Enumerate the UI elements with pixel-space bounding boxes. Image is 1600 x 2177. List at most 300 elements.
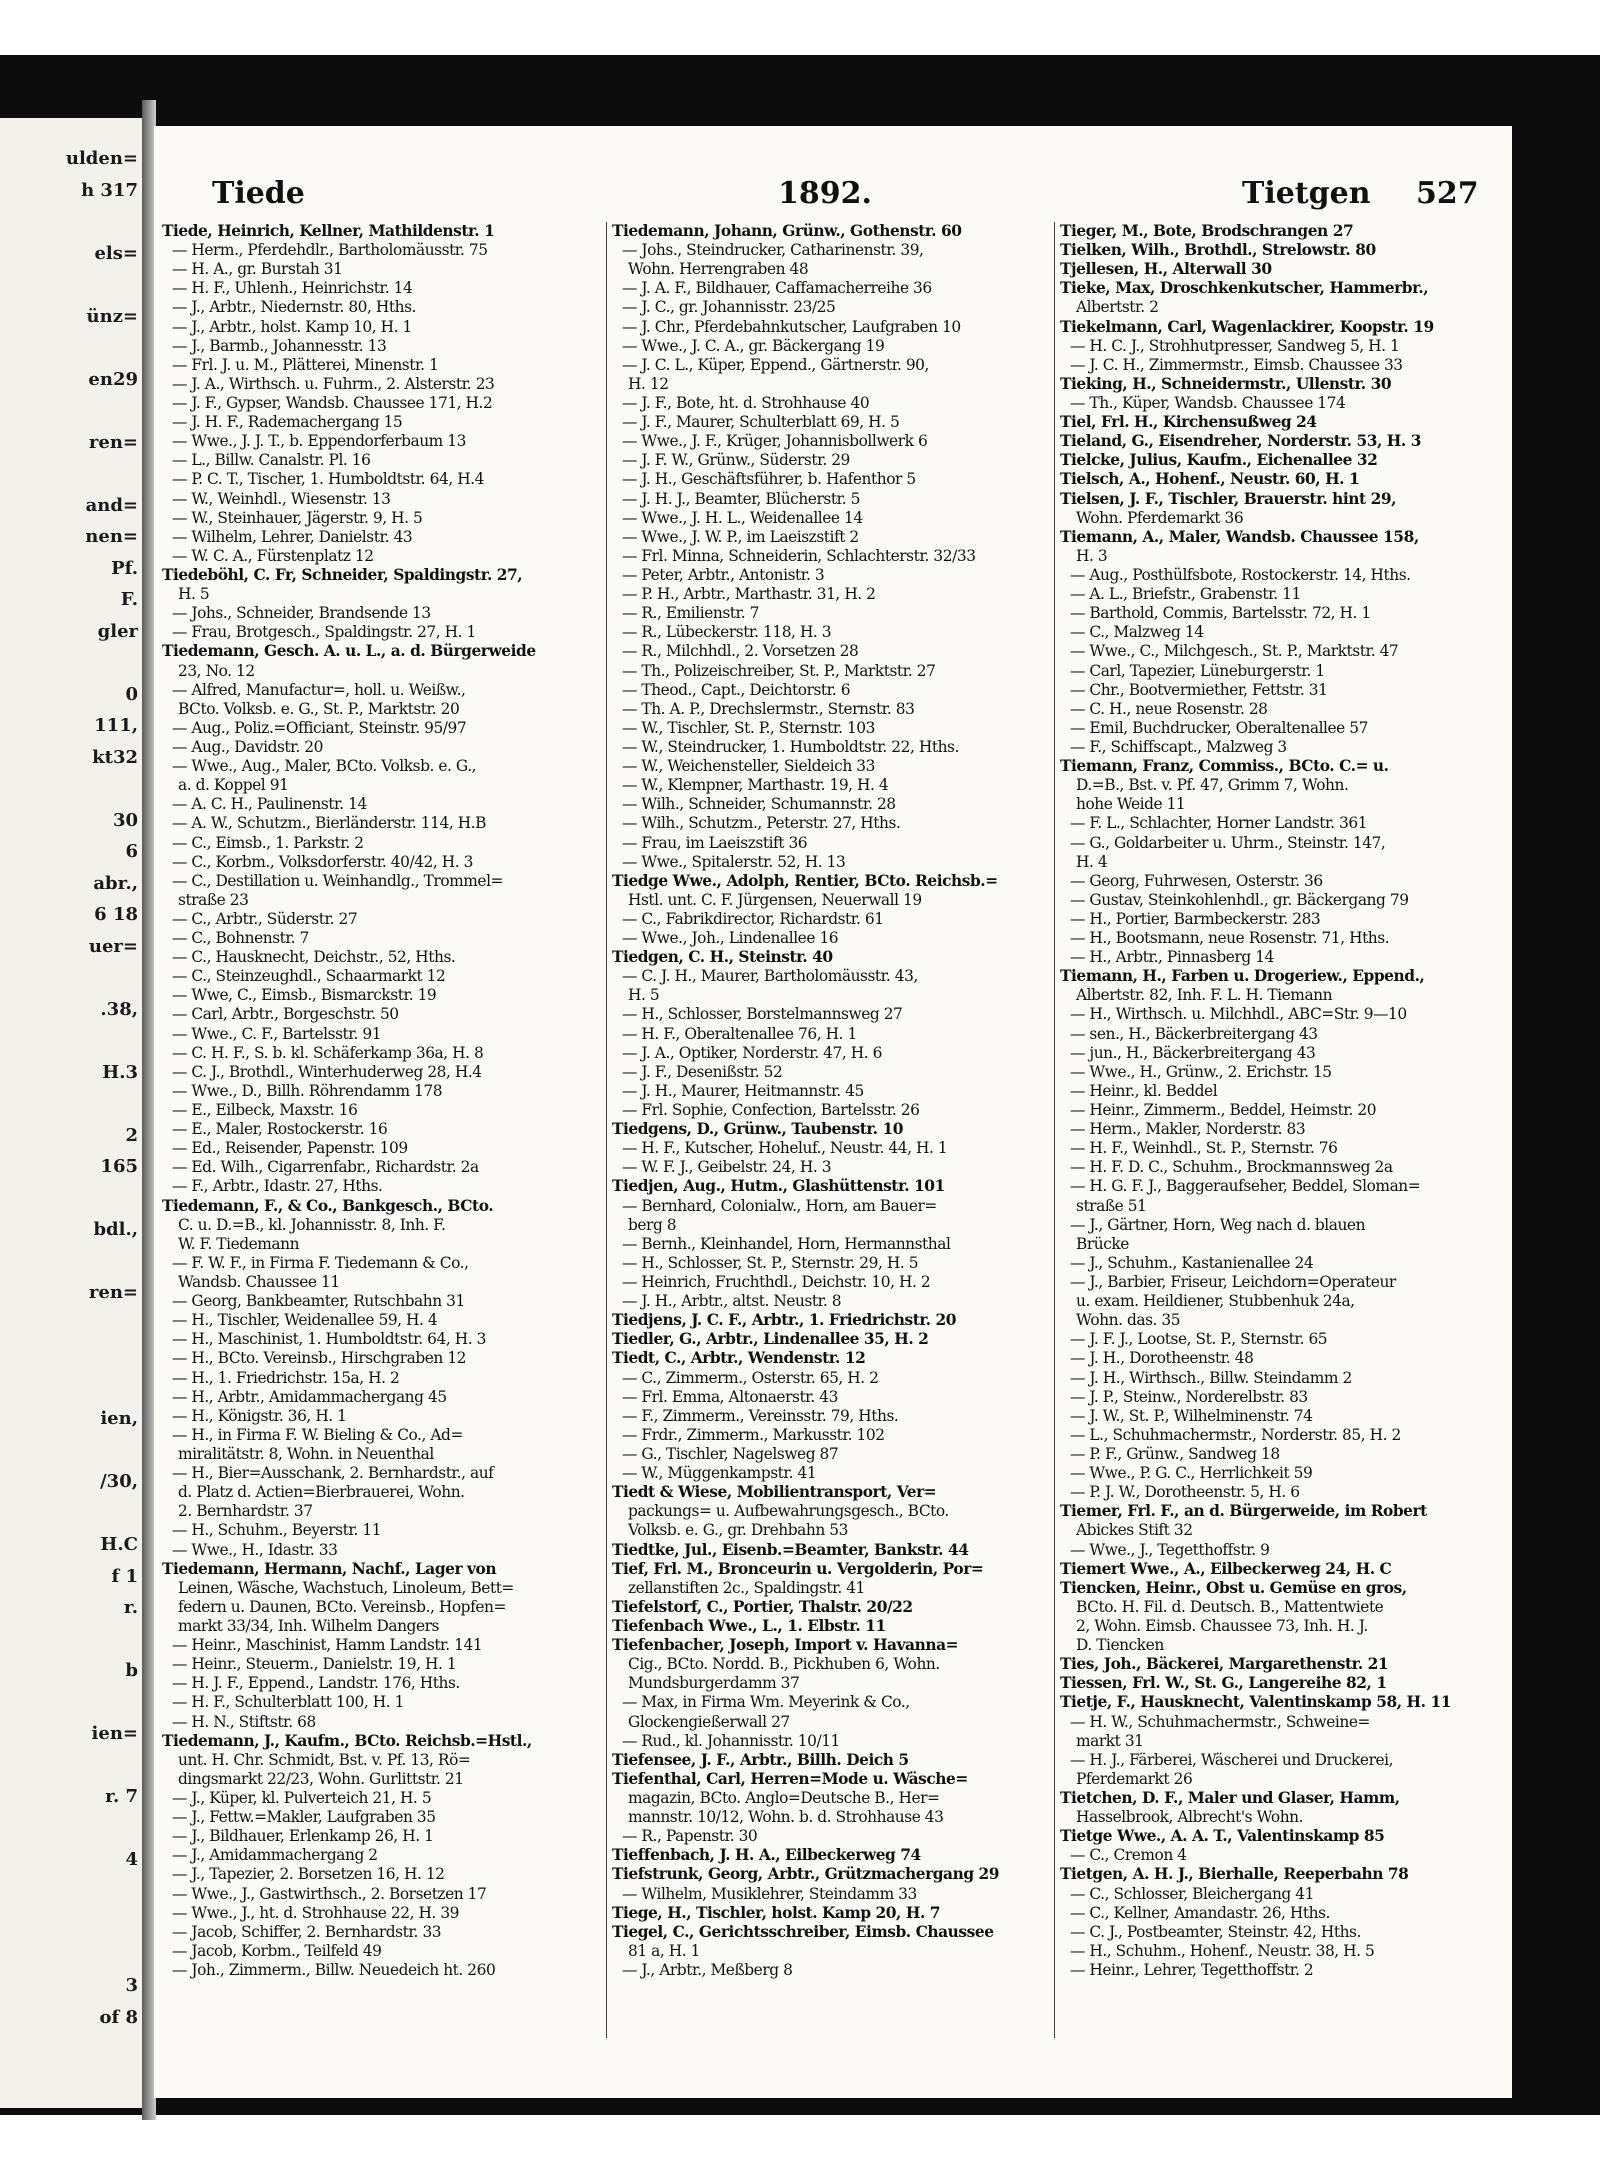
entry-continuation: Hasselbrook, Albrecht's Wohn.: [1076, 1808, 1304, 1827]
entry-sub: — Frau, im Laeiszstift 36: [622, 833, 808, 852]
edge-fragment: bdl.,: [93, 1219, 138, 1240]
entry-sub: — J. F., Desenißstr. 52: [622, 1062, 783, 1081]
entry-sub: — F. W. F., in Firma F. Tiedemann & Co.,: [172, 1253, 469, 1272]
entry-sub: — Wwe, C., Eimsb., Bismarckstr. 19: [172, 986, 437, 1005]
entry-sub: — Wwe., Joh., Lindenallee 16: [622, 929, 839, 948]
edge-fragment: h 317: [81, 179, 138, 201]
entry-heading: Tiedjen, Aug., Hutm., Glashüttenstr. 101: [612, 1177, 945, 1196]
entry-heading: Tiemann, A., Maler, Wandsb. Chaussee 158,: [1060, 527, 1419, 546]
entry-continuation: markt 33/34, Inh. Wilhelm Dangers: [178, 1616, 439, 1635]
entry-sub: — Joh., Zimmerm., Billw. Neuedeich ht. 260: [172, 1960, 496, 1979]
entry-sub: — W., Weinhdl., Wiesenstr. 13: [172, 489, 391, 508]
edge-fragment: ulden=: [65, 148, 138, 169]
entry-heading: Tietge Wwe., A. A. T., Valentinskamp 85: [1060, 1827, 1385, 1846]
edge-fragment: ien=: [91, 1723, 138, 1744]
entry-heading: Ties, Joh., Bäckerei, Margarethenstr. 21: [1060, 1655, 1389, 1674]
entry-sub: — H., Schlosser, St. P., Sternstr. 29, H. 5: [622, 1253, 919, 1272]
edge-fragment: 111,: [94, 715, 138, 736]
entry-sub: — C., Malzweg 14: [1070, 623, 1204, 642]
entry-heading: Tiedemann, Johann, Grünw., Gothenstr. 60: [612, 222, 962, 240]
entry-continuation: Cig., BCto. Nordd. B., Pickhuben 6, Wohn.: [628, 1655, 940, 1674]
entry-continuation: straße 23: [178, 890, 249, 909]
entry-sub: — Heinrich, Fruchthdl., Deichstr. 10, H. 2: [622, 1273, 931, 1292]
entry-heading: Tiedemann, Gesch. A. u. L., a. d. Bürgerweide: [162, 642, 536, 661]
entry-sub: — H., Königstr. 36, H. 1: [172, 1406, 347, 1425]
edge-fragment: nen=: [85, 526, 138, 547]
edge-fragment: abr.,: [93, 872, 138, 894]
entry-continuation: straße 51: [1076, 1196, 1147, 1215]
entry-sub: — C., Cremon 4: [1070, 1846, 1187, 1865]
entry-sub: — H., Bootsmann, neue Rosenstr. 71, Hths.: [1070, 929, 1390, 948]
column-divider: [1054, 222, 1055, 2038]
entry-heading: Tiel, Frl. H., Kirchensußweg 24: [1060, 413, 1317, 432]
entry-continuation: BCto. Volksb. e. G., St. P., Marktstr. 20: [178, 699, 460, 718]
entry-sub: — H., Bier=Ausschank, 2. Bernhardstr., auf: [172, 1464, 494, 1483]
entry-sub: — A. C. H., Paulinenstr. 14: [172, 795, 367, 814]
entry-continuation: D.=B., Bst. v. Pf. 47, Grimm 7, Wohn.: [1076, 776, 1349, 795]
entry-sub: — H., Tischler, Weidenallee 59, H. 4: [172, 1311, 438, 1330]
entry-sub: — H. J., Färberei, Wäscherei und Druckerei,: [1070, 1750, 1394, 1769]
edge-fragment: 6 18: [94, 904, 138, 925]
entry-continuation: Brücke: [1076, 1234, 1129, 1253]
entry-heading: Tiekelmann, Carl, Wagenlackirer, Koopstr. 19: [1060, 317, 1434, 336]
entry-continuation: H. 4: [1076, 852, 1108, 871]
entry-sub: — J., Arbtr., holst. Kamp 10, H. 1: [172, 317, 412, 336]
entry-sub: — Aug., Posthülfsbote, Rostockerstr. 14, Hths.: [1070, 565, 1411, 584]
entry-sub: — H., Arbtr., Amidammachergang 45: [172, 1387, 447, 1406]
entry-sub: — J. F., Maurer, Schulterblatt 69, H. 5: [622, 413, 900, 432]
entry-sub: — J. H. F., Rademachergang 15: [172, 413, 403, 432]
entry-sub: — Carl, Arbtr., Borgeschstr. 50: [172, 1005, 399, 1024]
entry-sub: — Herm., Makler, Norderstr. 83: [1070, 1120, 1306, 1139]
entry-sub: — J. H., Maurer, Heitmannstr. 45: [622, 1081, 864, 1100]
entry-sub: — J., Arbtr., Meßberg 8: [622, 1960, 793, 1979]
entry-sub: — Jacob, Korbm., Teilfeld 49: [172, 1941, 382, 1960]
column-divider: [606, 222, 607, 2038]
entry-sub: — Wwe., Spitalerstr. 52, H. 13: [622, 852, 846, 871]
entry-sub: — J. A., Wirthsch. u. Fuhrm., 2. Alsterstr. 23: [172, 374, 495, 393]
entry-sub: — J. F. J., Lootse, St. P., Sternstr. 65: [1070, 1330, 1328, 1349]
entry-continuation: Wohn. Pferdemarkt 36: [1076, 508, 1244, 527]
entry-heading: Tiencken, Heinr., Obst u. Gemüse en gros,: [1060, 1578, 1407, 1597]
entry-sub: — A. W., Schutzm., Bierländerstr. 114, H.B: [172, 814, 486, 833]
entry-sub: — C. J., Brothdl., Winterhuderweg 28, H.4: [172, 1062, 482, 1081]
entry-continuation: markt 31: [1076, 1731, 1144, 1750]
entry-sub: — Frdr., Zimmerm., Markusstr. 102: [622, 1425, 885, 1444]
entry-sub: — Th., Küper, Wandsb. Chaussee 174: [1070, 393, 1346, 412]
entry-sub: — Frl. Emma, Altonaerstr. 43: [622, 1387, 838, 1406]
entry-sub: — Frl. Minna, Schneiderin, Schlachterstr. 32/33: [622, 546, 976, 565]
entry-heading: Tieke, Max, Droschkenkutscher, Hammerbr.,: [1060, 279, 1429, 298]
entry-sub: — C., Fabrikdirector, Richardstr. 61: [622, 909, 884, 928]
entry-heading: Tielcke, Julius, Kaufm., Eichenallee 32: [1060, 451, 1378, 470]
entry-heading: Tieland, G., Eisendreher, Norderstr. 53, H. 3: [1060, 432, 1421, 451]
entry-sub: — Wwe., H., Idastr. 33: [172, 1540, 338, 1559]
entry-sub: — Wwe., J. F., Krüger, Johannisbollwerk 6: [622, 432, 928, 451]
entry-sub: — Chr., Bootvermiether, Fettstr. 31: [1070, 680, 1328, 699]
entry-heading: Tiedt & Wiese, Mobilientransport, Ver=: [612, 1483, 937, 1502]
entry-sub: — H., Schlosser, Borstelmannsweg 27: [622, 1005, 903, 1024]
entry-sub: — Rud., kl. Johannisstr. 10/11: [622, 1731, 840, 1750]
entry-heading: Tietje, F., Hausknecht, Valentinskamp 58, H. 11: [1060, 1693, 1451, 1712]
entry-sub: — Wwe., J. C. A., gr. Bäckergang 19: [622, 336, 885, 355]
entry-sub: — J., Arbtr., Niedernstr. 80, Hths.: [172, 298, 416, 317]
entry-sub: — H. G. F. J., Baggeraufseher, Beddel, Sloman=: [1070, 1177, 1421, 1196]
entry-sub: — C. J., Postbeamter, Steinstr. 42, Hths.: [1070, 1922, 1361, 1941]
entry-continuation: d. Platz d. Actien=Bierbrauerei, Wohn.: [178, 1483, 465, 1502]
entry-sub: — J., Schuhm., Kastanienallee 24: [1070, 1253, 1314, 1272]
entry-sub: — Wwe., C. F., Bartelsstr. 91: [172, 1024, 382, 1043]
entry-continuation: 23, No. 12: [178, 661, 255, 680]
entry-sub: — J., Tapezier, 2. Borsetzen 16, H. 12: [172, 1865, 445, 1884]
column-middle: [612, 222, 1050, 2042]
page-header: [154, 176, 1512, 216]
entry-sub: — H. F. D. C., Schuhm., Brockmannsweg 2a: [1070, 1158, 1393, 1177]
entry-sub: — C., Eimsb., 1. Parkstr. 2: [172, 833, 364, 852]
entry-continuation: hohe Weide 11: [1076, 795, 1186, 814]
header-year: 1892.: [778, 176, 872, 211]
entry-continuation: Pferdemarkt 26: [1076, 1769, 1193, 1788]
entry-sub: — Wilh., Schutzm., Peterstr. 27, Hths.: [622, 814, 901, 833]
entry-continuation: BCto. H. Fil. d. Deutsch. B., Mattentwiete: [1076, 1597, 1384, 1616]
entry-sub: — J. P., Steinw., Norderelbstr. 83: [1070, 1387, 1308, 1406]
entry-sub: — Alfred, Manufactur=, holl. u. Weißw.,: [172, 680, 466, 699]
entry-continuation: C. u. D.=B., kl. Johannisstr. 8, Inh. F.: [178, 1215, 446, 1234]
entry-heading: Tiedge Wwe., Adolph, Rentier, BCto. Reichsb.=: [612, 871, 998, 890]
entry-sub: — J. H., Arbtr., altst. Neustr. 8: [622, 1292, 842, 1311]
entry-heading: Tjellesen, H., Alterwall 30: [1060, 260, 1272, 279]
entry-sub: — Georg, Fuhrwesen, Osterstr. 36: [1070, 871, 1323, 890]
entry-sub: — Wwe., J., Gastwirthsch., 2. Borsetzen 17: [172, 1884, 487, 1903]
entry-heading: Tiefenbacher, Joseph, Import v. Havanna=: [612, 1636, 959, 1655]
entry-sub: — J. H. J., Beamter, Blücherstr. 5: [622, 489, 860, 508]
entry-sub: — H. F., Weinhdl., St. P., Sternstr. 76: [1070, 1139, 1338, 1158]
entry-sub: — Wwe., C., Milchgesch., St. P., Marktstr. 47: [1070, 642, 1399, 661]
entry-sub: — C., Korbm., Volksdorferstr. 40/42, H. 3: [172, 852, 473, 871]
entry-heading: Tiedt, C., Arbtr., Wendenstr. 12: [612, 1349, 866, 1368]
entry-sub: — J. F., Bote, ht. d. Strohhause 40: [622, 393, 870, 412]
entry-sub: — J., Gärtner, Horn, Weg nach d. blauen: [1070, 1215, 1366, 1234]
edge-fragment: /30,: [100, 1471, 138, 1492]
entry-sub: — Peter, Arbtr., Antonistr. 3: [622, 565, 825, 584]
edge-fragment: ien,: [100, 1408, 138, 1429]
entry-sub: — P. J. W., Dorotheenstr. 5, H. 6: [1070, 1483, 1300, 1502]
entry-continuation: Leinen, Wäsche, Wachstuch, Linoleum, Bett=: [178, 1578, 514, 1597]
entry-sub: — Emil, Buchdrucker, Oberaltenallee 57: [1070, 718, 1368, 737]
entry-sub: — C., Kellner, Amandastr. 26, Hths.: [1070, 1903, 1330, 1922]
edge-fragment: 0: [125, 683, 138, 705]
edge-fragment: els=: [94, 242, 138, 264]
entry-sub: — Bernh., Kleinhandel, Horn, Hermannsthal: [622, 1234, 951, 1253]
entry-sub: — E., Eilbeck, Maxstr. 16: [172, 1101, 358, 1120]
entry-sub: — P. F., Grünw., Sandweg 18: [1070, 1445, 1280, 1463]
entry-continuation: magazin, BCto. Anglo=Deutsche B., Her=: [628, 1788, 940, 1807]
entry-sub: — Ed. Wilh., Cigarrenfabr., Richardstr. 2a: [172, 1158, 479, 1177]
column-right: [1060, 222, 1498, 2042]
entry-sub: — C., Zimmerm., Osterstr. 65, H. 2: [622, 1368, 879, 1387]
entry-sub: — H. F., Oberaltenallee 76, H. 1: [622, 1024, 857, 1043]
entry-heading: Tief, Frl. M., Bronceurin u. Vergolderin, Por=: [612, 1559, 984, 1578]
entry-sub: — Wwe., J. W. P., im Laeiszstift 2: [622, 527, 859, 546]
entry-continuation: a. d. Koppel 91: [178, 776, 289, 795]
entry-heading: Tiede, Heinrich, Kellner, Mathildenstr. 1: [162, 222, 495, 240]
entry-sub: — J., Amidammachergang 2: [172, 1846, 378, 1865]
entry-sub: — Wwe., P. G. C., Herrlichkeit 59: [1070, 1464, 1313, 1483]
entry-heading: Tiefensee, J. F., Arbtr., Billh. Deich 5: [612, 1750, 909, 1769]
entry-sub: — Johs., Schneider, Brandsende 13: [172, 604, 431, 623]
entry-sub: — H., Portier, Barmbeckerstr. 283: [1070, 909, 1321, 928]
entry-continuation: 2, Wohn. Eimsb. Chaussee 73, Inh. H. J.: [1076, 1616, 1368, 1635]
entry-sub: — H. F., Schulterblatt 100, H. 1: [172, 1693, 404, 1712]
entry-heading: Tiedgens, D., Grünw., Taubenstr. 10: [612, 1120, 903, 1139]
entry-sub: — R., Emilienstr. 7: [622, 604, 759, 623]
entry-continuation: H. 3: [1076, 546, 1108, 565]
entry-sub: — H. F., Kutscher, Hoheluf., Neustr. 44, H. 1: [622, 1139, 948, 1158]
entry-sub: — H., Schuhm., Beyerstr. 11: [172, 1521, 382, 1540]
edge-fragment: f 1: [111, 1565, 138, 1587]
entry-sub: — W. F. J., Geibelstr. 24, H. 3: [622, 1158, 832, 1177]
entry-sub: — H., Maschinist, 1. Humboldtstr. 64, H. 3: [172, 1330, 486, 1349]
entry-continuation: zellanstiften 2c., Spaldingstr. 41: [628, 1578, 865, 1597]
entry-heading: Tiemann, H., Farben u. Drogeriew., Eppend.,: [1060, 967, 1425, 986]
entry-sub: — Heinr., Steuerm., Danielstr. 19, H. 1: [172, 1655, 457, 1674]
entry-sub: — Georg, Bankbeamter, Rutschbahn 31: [172, 1292, 465, 1311]
entry-sub: — R., Milchhdl., 2. Vorsetzen 28: [622, 642, 859, 661]
header-left-word: Tiede: [212, 176, 305, 211]
previous-page-edge: [0, 118, 142, 2108]
entry-sub: — Wwe., J. H. L., Weidenallee 14: [622, 508, 863, 527]
entry-sub: — Ed., Reisender, Papenstr. 109: [172, 1139, 408, 1158]
entry-sub: — Bernhard, Colonialw., Horn, am Bauer=: [622, 1196, 937, 1215]
edge-fragment: and=: [85, 494, 138, 516]
entry-sub: — Gustav, Steinkohlenhdl., gr. Bäckergang 79: [1070, 890, 1409, 909]
entry-sub: — W., Klempner, Marthastr. 19, H. 4: [622, 776, 889, 795]
entry-heading: Tiedgen, C. H., Steinstr. 40: [612, 948, 833, 967]
entry-sub: — Wwe., J. J. T., b. Eppendorferbaum 13: [172, 432, 466, 451]
entry-continuation: miralitätstr. 8, Wohn. in Neuenthal: [178, 1445, 434, 1463]
page-number: 527: [1416, 176, 1479, 211]
edge-fragment: 4: [125, 1849, 138, 1870]
edge-fragment: .38,: [100, 998, 138, 1020]
entry-sub: — H., in Firma F. W. Bieling & Co., Ad=: [172, 1425, 463, 1444]
entry-continuation: Abickes Stift 32: [1076, 1521, 1193, 1540]
edge-fragment: r.: [123, 1597, 138, 1618]
entry-sub: — Frl. J. u. M., Plätterei, Minenstr. 1: [172, 355, 439, 374]
entry-sub: — W., Weichensteller, Sieldeich 33: [622, 757, 875, 776]
entry-sub: — L., Schuhmachermstr., Norderstr. 85, H. 2: [1070, 1425, 1401, 1444]
entry-sub: — Wwe., Aug., Maler, BCto. Volksb. e. G.,: [172, 757, 477, 776]
entry-sub: — C., Arbtr., Süderstr. 27: [172, 909, 358, 928]
entry-sub: — Max, in Firma Wm. Meyerink & Co.,: [622, 1693, 910, 1712]
entry-sub: — J., Barmb., Johannesstr. 13: [172, 336, 387, 355]
edge-fragment: 6: [125, 841, 138, 862]
entry-sub: — H. J. F., Eppend., Landstr. 176, Hths.: [172, 1674, 460, 1693]
entry-continuation: dingsmarkt 22/23, Wohn. Gurlittstr. 21: [178, 1769, 464, 1788]
entry-sub: — J. C., gr. Johannisstr. 23/25: [622, 298, 836, 317]
edge-fragment: H.3: [102, 1061, 138, 1083]
entry-continuation: federn u. Daunen, BCto. Vereinsb., Hopfen=: [178, 1597, 506, 1616]
entry-continuation: Wohn. das. 35: [1076, 1311, 1181, 1330]
edge-fragment: r. 7: [105, 1786, 138, 1807]
edge-fragment: kt32: [92, 746, 138, 768]
edge-fragment: ünz=: [86, 305, 138, 327]
entry-sub: — H., 1. Friedrichstr. 15a, H. 2: [172, 1368, 400, 1387]
entry-sub: — G., Tischler, Nagelsweg 87: [622, 1445, 839, 1463]
entry-sub: — H. C. J., Strohhutpresser, Sandweg 5, H. 1: [1070, 336, 1400, 355]
entry-sub: — J. A. F., Bildhauer, Caffamacherreihe 36: [622, 279, 932, 298]
entry-sub: — W., Müggenkampstr. 41: [622, 1464, 817, 1483]
entry-sub: — Aug., Davidstr. 20: [172, 737, 323, 756]
entry-heading: Tiege, H., Tischler, holst. Kamp 20, H. 7: [612, 1903, 941, 1922]
entry-heading: Tiedemann, F., & Co., Bankgesch., BCto.: [162, 1196, 494, 1215]
entry-sub: — W., Steinhauer, Jägerstr. 9, H. 5: [172, 508, 423, 527]
entry-sub: — C., Schlosser, Bleichergang 41: [1070, 1884, 1314, 1903]
entry-sub: — Wilhelm, Musiklehrer, Steindamm 33: [622, 1884, 917, 1903]
entry-continuation: Wandsb. Chaussee 11: [178, 1273, 340, 1292]
entry-sub: — W., Steindrucker, 1. Humboldtstr. 22, Hths.: [622, 737, 959, 756]
entry-continuation: Mundsburgerdamm 37: [628, 1674, 800, 1693]
entry-continuation: 2. Bernhardstr. 37: [178, 1502, 313, 1521]
entry-sub: — P. H., Arbtr., Marthastr. 31, H. 2: [622, 585, 876, 604]
entry-sub: — W. C. A., Fürstenplatz 12: [172, 546, 374, 565]
entry-continuation: Glockengießerwall 27: [628, 1712, 790, 1731]
entry-sub: — J. W., St. P., Wilhelminenstr. 74: [1070, 1406, 1313, 1425]
entry-sub: — F., Arbtr., Idastr. 27, Hths.: [172, 1177, 383, 1196]
entry-heading: Tiedeböhl, C. Fr, Schneider, Spaldingstr. 27,: [162, 565, 523, 584]
entry-sub: — F. L., Schlachter, Horner Landstr. 361: [1070, 814, 1368, 833]
entry-heading: Tiedler, G., Arbtr., Lindenallee 35, H. 2: [612, 1330, 929, 1349]
entry-sub: — J. C. L., Küper, Eppend., Gärtnerstr. 90,: [622, 355, 929, 374]
entry-sub: — Wwe., J., Tegetthoffstr. 9: [1070, 1540, 1270, 1559]
entry-heading: Tiedemann, J., Kaufm., BCto. Reichsb.=Hstl.,: [162, 1731, 532, 1750]
edge-fragment: uer=: [88, 935, 138, 957]
entry-sub: — Frau, Brotgesch., Spaldingstr. 27, H. 1: [172, 623, 476, 642]
entry-sub: — Heinr., Maschinist, Hamm Landstr. 141: [172, 1636, 483, 1655]
entry-sub: — J. H., Geschäftsführer, b. Hafenthor 5: [622, 470, 916, 489]
entry-sub: — W., Tischler, St. P., Sternstr. 103: [622, 718, 875, 737]
entry-sub: — Wwe., J., ht. d. Strohhause 22, H. 39: [172, 1903, 460, 1922]
entry-sub: — J., Barbier, Friseur, Leichdorn=Operateur: [1070, 1273, 1396, 1292]
entry-sub: — jun., H., Bäckerbreitergang 43: [1070, 1043, 1316, 1062]
entry-continuation: Volksb. e. G., gr. Drehbahn 53: [628, 1521, 848, 1540]
entry-heading: Tiedemann, Hermann, Nachf., Lager von: [162, 1559, 497, 1578]
entry-heading: Tieger, M., Bote, Brodschrangen 27: [1060, 222, 1354, 240]
entry-sub: — H., Schuhm., Hohenf., Neustr. 38, H. 5: [1070, 1941, 1375, 1960]
entry-sub: — H., Arbtr., Pinnasberg 14: [1070, 948, 1274, 967]
entry-heading: Tielsen, J. F., Tischler, Brauerstr. hint 29,: [1060, 489, 1397, 508]
edge-fragment: 3: [125, 1975, 138, 1996]
entry-sub: — Heinr., kl. Beddel: [1070, 1081, 1218, 1100]
entry-sub: — E., Maler, Rostockerstr. 16: [172, 1120, 388, 1139]
entry-sub: — C. H. F., S. b. kl. Schäferkamp 36a, H. 8: [172, 1043, 484, 1062]
entry-sub: — Theod., Capt., Deichtorstr. 6: [622, 680, 851, 699]
entry-sub: — Frl. Sophie, Confection, Bartelsstr. 26: [622, 1101, 920, 1120]
entry-heading: Tiemert Wwe., A., Eilbeckerweg 24, H. C: [1060, 1559, 1392, 1578]
entry-sub: — J. Chr., Pferdebahnkutscher, Laufgraben 10: [622, 317, 961, 336]
entry-continuation: Wohn. Herrengraben 48: [628, 260, 809, 279]
column-left: [162, 222, 600, 2042]
entry-sub: — sen., H., Bäckerbreitergang 43: [1070, 1024, 1318, 1043]
entry-heading: Tieking, H., Schneidermstr., Ullenstr. 30: [1060, 374, 1392, 393]
entry-heading: Tiegel, C., Gerichtsschreiber, Eimsb. Chaussee: [612, 1922, 994, 1941]
entry-continuation: W. F. Tiedemann: [178, 1234, 300, 1253]
entry-sub: — H. N., Stiftstr. 68: [172, 1712, 316, 1731]
entry-sub: — Carl, Tapezier, Lüneburgerstr. 1: [1070, 661, 1325, 680]
entry-heading: Tiefelstorf, C., Portier, Thalstr. 20/22: [612, 1597, 913, 1616]
entry-sub: — Aug., Poliz.=Officiant, Steinstr. 95/97: [172, 718, 467, 737]
edge-fragment: F.: [120, 589, 138, 610]
entry-heading: Tiefenthal, Carl, Herren=Mode u. Wäsche=: [612, 1769, 968, 1788]
entry-continuation: berg 8: [628, 1215, 677, 1234]
entry-sub: — A. L., Briefstr., Grabenstr. 11: [1070, 585, 1301, 604]
entry-sub: — C., Hausknecht, Deichstr., 52, Hths.: [172, 948, 456, 967]
entry-sub: — H., Wirthsch. u. Milchhdl., ABC=Str. 9—10: [1070, 1005, 1407, 1024]
entry-sub: — P. C. T., Tischer, 1. Humboldtstr. 64, H.4: [172, 470, 484, 489]
entry-continuation: Albertstr. 82, Inh. F. L. H. Tiemann: [1076, 986, 1333, 1005]
edge-fragment: ren=: [88, 431, 138, 453]
entry-sub: — Heinr., Zimmerm., Beddel, Heimstr. 20: [1070, 1101, 1377, 1120]
entry-continuation: unt. H. Chr. Schmidt, Bst. v. Pf. 13, Rö=: [178, 1750, 471, 1769]
edge-fragment: Pf.: [111, 557, 138, 579]
entry-sub: — Th., Polizeischreiber, St. P., Marktstr. 27: [622, 661, 936, 680]
entry-sub: — Johs., Steindrucker, Catharinenstr. 39,: [622, 241, 924, 260]
edge-fragment: 165: [100, 1156, 138, 1177]
edge-fragment: b: [125, 1660, 138, 1681]
entry-heading: Tiefstrunk, Georg, Arbtr., Grützmachergang 29: [612, 1865, 1000, 1884]
entry-sub: — H. F., Uhlenh., Heinrichstr. 14: [172, 279, 413, 298]
entry-sub: — J., Bildhauer, Erlenkamp 26, H. 1: [172, 1827, 434, 1846]
entry-sub: — G., Goldarbeiter u. Uhrm., Steinstr. 147,: [1070, 833, 1386, 852]
entry-heading: Tiemann, Franz, Commiss., BCto. C.= u.: [1060, 757, 1389, 776]
entry-continuation: mannstr. 10/12, Wohn. b. d. Strohhause 43: [628, 1808, 944, 1827]
entry-sub: — J. C. H., Zimmermstr., Eimsb. Chaussee 33: [1070, 355, 1403, 374]
entry-sub: — J. A., Optiker, Norderstr. 47, H. 6: [622, 1043, 882, 1062]
entry-sub: — J. H., Dorotheenstr. 48: [1070, 1349, 1254, 1368]
edge-fragment: ren=: [88, 1282, 138, 1303]
entry-sub: — J., Fettw.=Makler, Laufgraben 35: [172, 1808, 436, 1827]
entry-continuation: H. 5: [178, 585, 210, 604]
entry-continuation: u. exam. Heildiener, Stubbenhuk 24a,: [1076, 1292, 1355, 1311]
entry-sub: — J. F., Gypser, Wandsb. Chaussee 171, H.2: [172, 393, 493, 412]
entry-heading: Tieffenbach, J. H. A., Eilbeckerweg 74: [612, 1846, 921, 1865]
edge-fragment: of 8: [99, 2006, 138, 2028]
entry-sub: — R., Lübeckerstr. 118, H. 3: [622, 623, 832, 642]
entry-heading: Tietgen, A. H. J., Bierhalle, Reeperbahn 78: [1060, 1865, 1409, 1884]
entry-sub: — H., BCto. Vereinsb., Hirschgraben 12: [172, 1349, 467, 1368]
entry-heading: Tietchen, D. F., Maler und Glaser, Hamm,: [1060, 1788, 1400, 1807]
entry-sub: — Barthold, Commis, Bartelsstr. 72, H. 1: [1070, 604, 1371, 623]
entry-sub: — C., Destillation u. Weinhandlg., Trommel=: [172, 871, 503, 890]
entry-sub: — F., Schiffscapt., Malzweg 3: [1070, 737, 1287, 756]
entry-sub: — Herm., Pferdehdlr., Bartholomäusstr. 75: [172, 241, 488, 260]
entry-sub: — C., Bohnenstr. 7: [172, 929, 309, 948]
entry-heading: Tielken, Wilh., Brothdl., Strelowstr. 80: [1060, 241, 1376, 260]
entry-sub: — J. F. W., Grünw., Süderstr. 29: [622, 451, 850, 470]
edge-fragment: en29: [88, 368, 138, 390]
entry-continuation: Hstl. unt. C. F. Jürgensen, Neuerwall 19: [628, 890, 922, 909]
entry-sub: — C., Steinzeughdl., Schaarmarkt 12: [172, 967, 446, 986]
entry-continuation: H. 12: [628, 374, 669, 393]
entry-sub: — Wwe., H., Grünw., 2. Erichstr. 15: [1070, 1062, 1332, 1081]
entry-sub: — C. J. H., Maurer, Bartholomäusstr. 43,: [622, 967, 918, 986]
entry-sub: — Wilh., Schneider, Schumannstr. 28: [622, 795, 896, 814]
entry-sub: — H. A., gr. Burstah 31: [172, 260, 343, 279]
header-right-word: Tietgen: [1242, 176, 1371, 211]
entry-heading: Tiedjens, J. C. F., Arbtr., 1. Friedrichstr. 20: [612, 1311, 956, 1330]
entry-sub: — Th. A. P., Drechslermstr., Sternstr. 83: [622, 699, 915, 718]
entry-sub: — L., Billw. Canalstr. Pl. 16: [172, 451, 371, 470]
edge-fragment: 30: [112, 809, 138, 831]
